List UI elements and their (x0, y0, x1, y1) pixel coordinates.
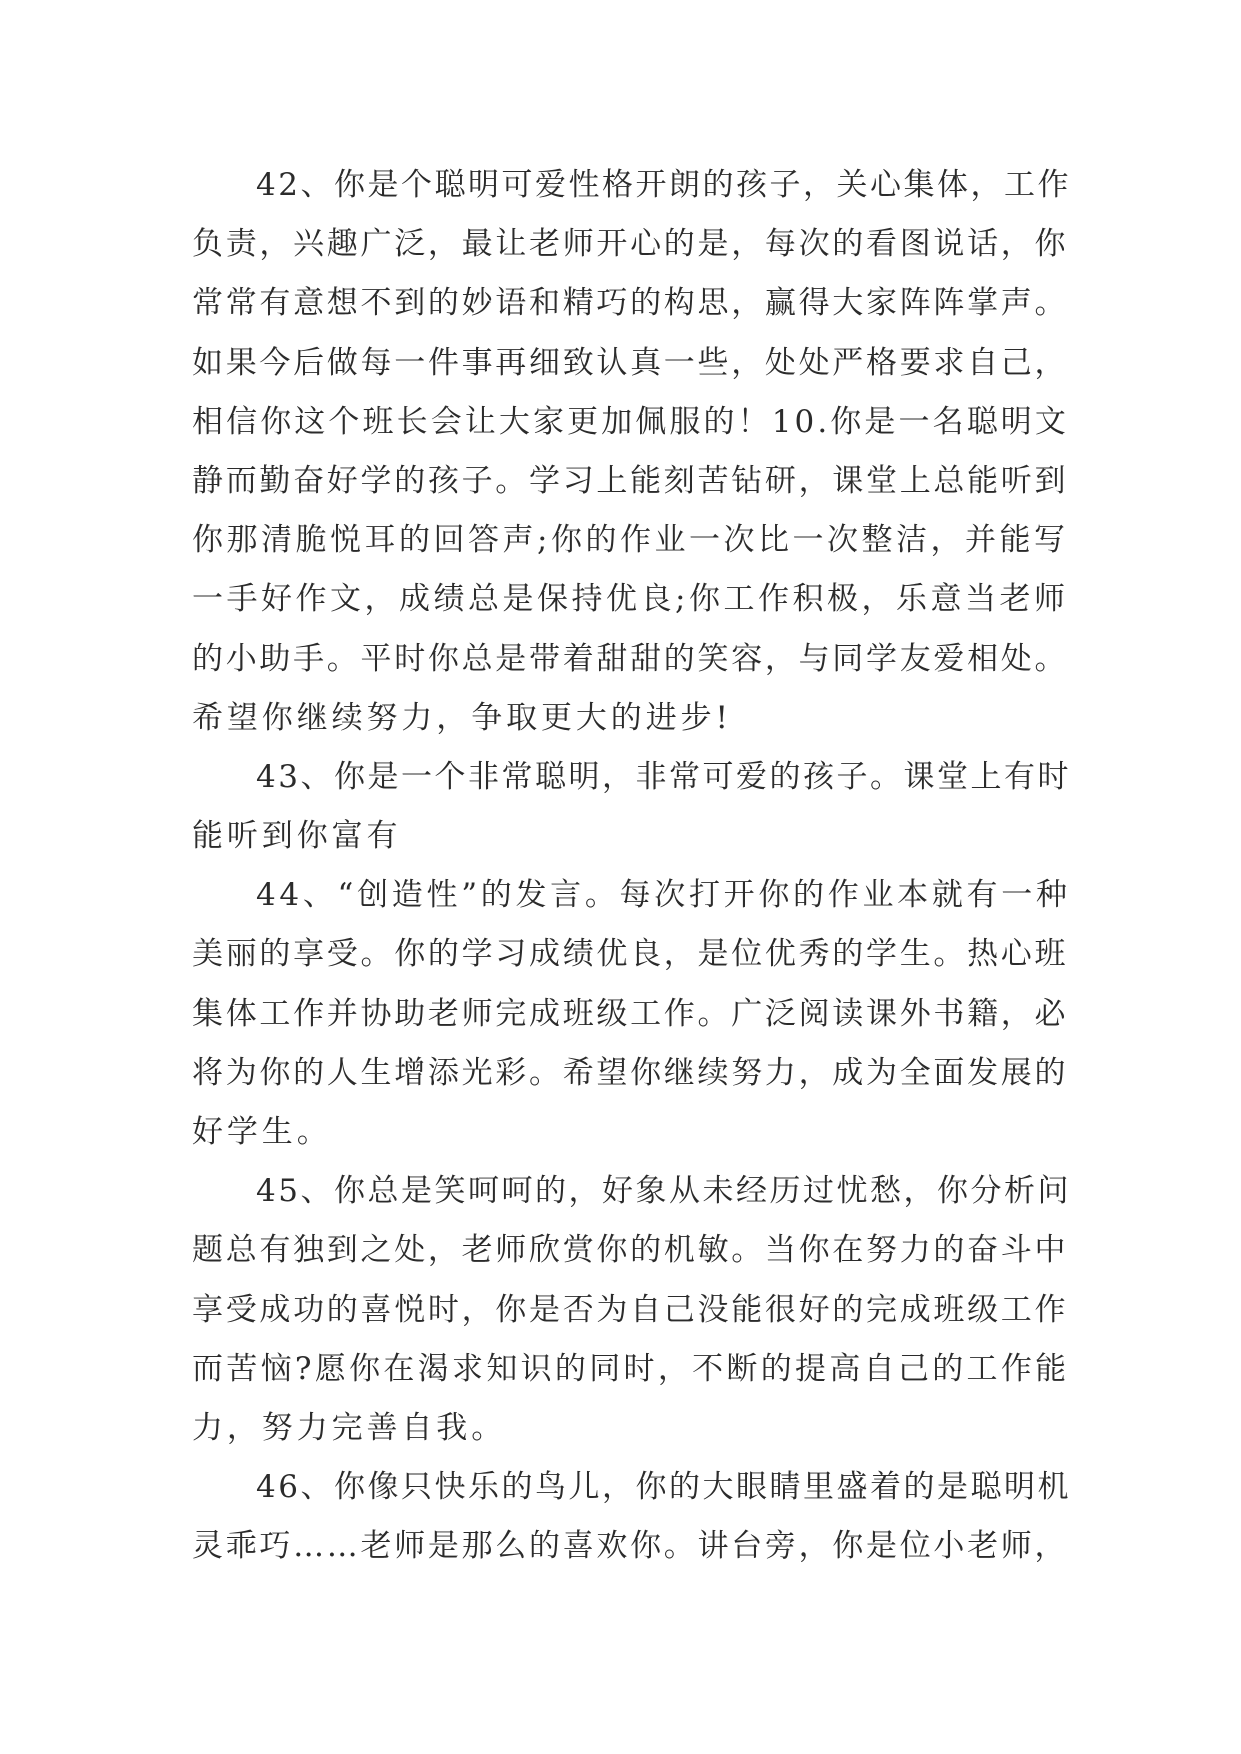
paragraph-42-line-2: 负责，兴趣广泛，最让老师开心的是，每次的看图说话，你 (192, 226, 1069, 263)
paragraph-46-line-2: 灵乖巧……老师是那么的喜欢你。讲台旁，你是位小老师， (192, 1528, 1069, 1565)
paragraph-42-line-5: 相信你这个班长会让大家更加佩服的！10.你是一名聪明文 (192, 403, 1069, 440)
paragraph-45-line-2: 题总有独到之处，老师欣赏你的机敏。当你在努力的奋斗中 (192, 1232, 1069, 1269)
paragraph-44-line-4: 将为你的人生增添光彩。希望你继续努力，成为全面发展的 (192, 1054, 1069, 1091)
paragraph-45-line-3: 享受成功的喜悦时，你是否为自己没能很好的完成班级工作 (192, 1291, 1069, 1328)
paragraph-43-line-2: 能听到你富有 (192, 818, 402, 855)
paragraph-42-line-6: 静而勤奋好学的孩子。学习上能刻苦钻研，课堂上总能听到 (192, 462, 1069, 499)
document-body (192, 156, 1072, 1577)
paragraph-45-line-1: 45、你总是笑呵呵的，好象从未经历过忧愁，你分析问 (256, 1173, 1071, 1210)
paragraph-46-line-1: 46、你像只快乐的鸟儿，你的大眼睛里盛着的是聪明机 (256, 1469, 1071, 1506)
paragraph-42-line-8: 一手好作文，成绩总是保持优良;你工作积极，乐意当老师 (192, 581, 1069, 618)
paragraph-42-line-4: 如果今后做每一件事再细致认真一些，处处严格要求自己， (192, 344, 1069, 381)
paragraph-44-line-3: 集体工作并协助老师完成班级工作。广泛阅读课外书籍，必 (192, 995, 1069, 1032)
paragraph-42-line-3: 常常有意想不到的妙语和精巧的构思，赢得大家阵阵掌声。 (192, 285, 1069, 322)
paragraph-44-line-1: 44、“创造性”的发言。每次打开你的作业本就有一种 (256, 877, 1071, 914)
paragraph-42-line-10: 希望你继续努力，争取更大的进步! (192, 699, 732, 736)
paragraph-42-line-9: 的小助手。平时你总是带着甜甜的笑容，与同学友爱相处。 (192, 640, 1069, 677)
paragraph-45-line-4: 而苦恼?愿你在渴求知识的同时，不断的提高自己的工作能 (192, 1350, 1070, 1387)
paragraph-44-line-5: 好学生。 (192, 1114, 332, 1150)
paragraph-43-line-1: 43、你是一个非常聪明，非常可爱的孩子。课堂上有时 (256, 758, 1071, 795)
paragraph-42-line-1: 42、你是个聪明可爱性格开朗的孩子，关心集体，工作 (256, 167, 1071, 203)
paragraph-45-line-5: 力，努力完善自我。 (192, 1409, 507, 1446)
paragraph-44-line-2: 美丽的享受。你的学习成绩优良，是位优秀的学生。热心班 (192, 936, 1069, 973)
paragraph-42-line-7: 你那清脆悦耳的回答声;你的作业一次比一次整洁，并能写 (192, 522, 1069, 559)
